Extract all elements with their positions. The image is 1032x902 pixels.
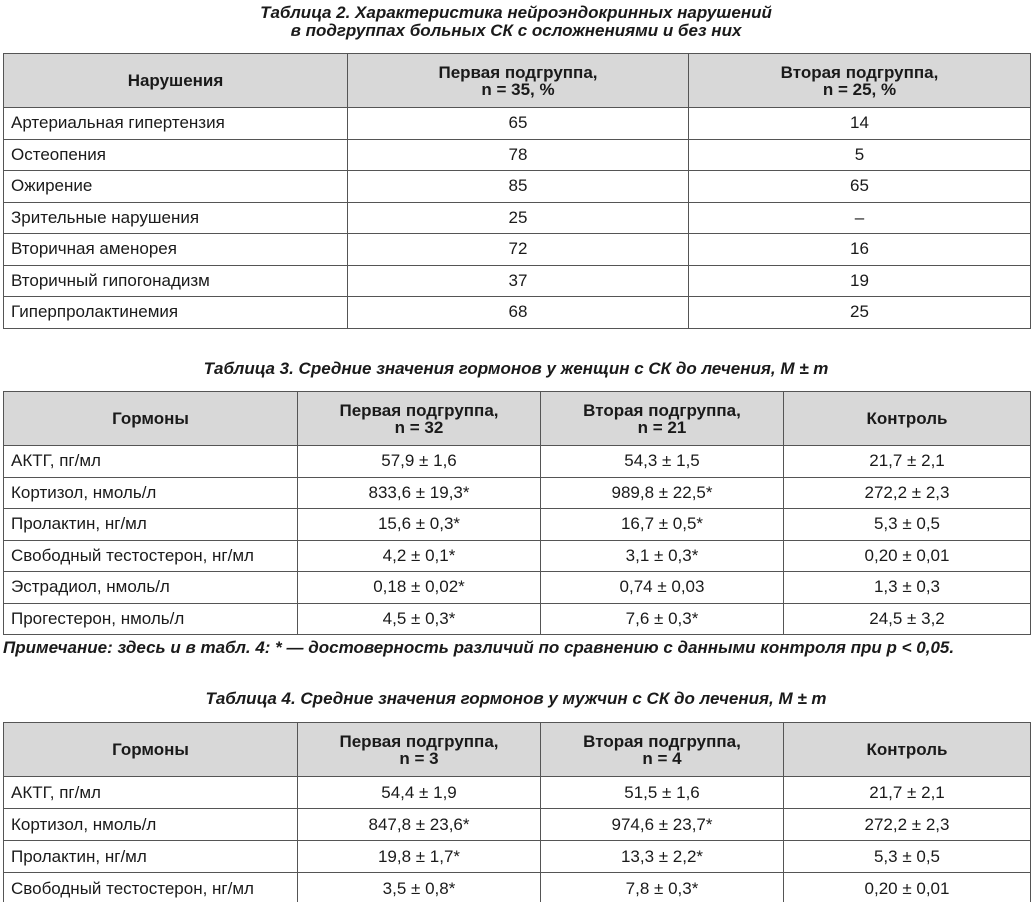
table2-row-label: Зрительные нарушения [4,202,348,234]
table3-header-group1-line2: n = 32 [394,417,444,437]
table4-header-group2-line1: Вторая подгруппа, [583,731,741,751]
table3-header-hormones: Гормоны [4,392,298,446]
table2-cell-value: 78 [348,139,689,171]
table2-header-group1-line1: Первая подгруппа, [438,62,598,82]
table2-cell-value: 65 [348,108,689,140]
table2-cell-value: 25 [689,297,1031,329]
table4-cell-value: 0,20 ± 0,01 [784,873,1031,902]
table2-cell-value: 37 [348,265,689,297]
table2-header-group2-line1: Вторая подгруппа, [780,62,939,82]
table2-cell-value: 65 [689,171,1031,203]
table2-header-disorders: Нарушения [4,54,348,108]
table4-cell-value: 21,7 ± 2,1 [784,777,1031,809]
table2-row [4,265,1031,297]
table3-row [4,603,1031,635]
table3-cell-value: 15,6 ± 0,3* [298,509,541,541]
table4-caption: Таблица 4. Средние значения гормонов у мужчин с СК до лечения, M ± m [205,689,827,708]
table2-row-label: Вторичный гипогонадизм [4,265,348,297]
table2-row [4,171,1031,203]
table4-header-control: Контроль [784,723,1031,777]
table4-header-hormones: Гормоны [4,723,298,777]
table4-header-group2 [541,723,784,777]
table3-row [4,572,1031,604]
table3-cell-value: 0,18 ± 0,02* [298,572,541,604]
table4-header-row [4,723,1031,777]
table3-caption: Таблица 3. Средние значения гормонов у женщин с СК до лечения, M ± m [203,359,829,378]
table2-caption [0,4,1032,40]
table3-header-group1-line1: Первая подгруппа, [339,400,499,420]
table2-row [4,297,1031,329]
table3-cell-value: 5,3 ± 0,5 [784,509,1031,541]
table3-row [4,540,1031,572]
table4-cell-value: 7,8 ± 0,3* [541,873,784,902]
table-note: Примечание: здесь и в табл. 4: * — достоверность различий по сравнению с данными контроля при p < 0,05. [3,638,955,657]
table3-cell-value: 0,20 ± 0,01 [784,540,1031,572]
table4-cell-value: 3,5 ± 0,8* [298,873,541,902]
table2-row [4,139,1031,171]
table3-row-label: Эстрадиол, нмоль/л [4,572,298,604]
table2-cell-value: 85 [348,171,689,203]
table2-cell-value: 72 [348,234,689,266]
table3-cell-value: 989,8 ± 22,5* [541,477,784,509]
table2-row-label: Гиперпролактинемия [4,297,348,329]
table3-header-group2 [541,392,784,446]
table2-cell-value: 14 [689,108,1031,140]
table4-cell-value: 847,8 ± 23,6* [298,809,541,841]
table2-row [4,234,1031,266]
table4 [3,722,1031,902]
table3-row-label: Пролактин, нг/мл [4,509,298,541]
table4-row [4,841,1031,873]
table3-row [4,477,1031,509]
table3-header-row [4,392,1031,446]
table4-row [4,873,1031,902]
table2 [3,53,1031,329]
table2-cell-value: 68 [348,297,689,329]
table2-header-group2-line2: n = 25, % [822,79,897,99]
table2-header-group1-line2: n = 35, % [481,79,555,99]
table4-cell-value: 51,5 ± 1,6 [541,777,784,809]
table3-row [4,446,1031,478]
table3-row-label: АКТГ, пг/мл [4,446,298,478]
table3-cell-value: 7,6 ± 0,3* [541,603,784,635]
table2-row-label: Вторичная аменорея [4,234,348,266]
table2-row [4,202,1031,234]
table3-row [4,509,1031,541]
table3-header-group2-line1: Вторая подгруппа, [583,400,741,420]
table2-cell-value: – [689,202,1031,234]
table4-row-label: Пролактин, нг/мл [4,841,298,873]
table4-cell-value: 13,3 ± 2,2* [541,841,784,873]
table3-cell-value: 4,5 ± 0,3* [298,603,541,635]
table3-cell-value: 4,2 ± 0,1* [298,540,541,572]
table3-cell-value: 1,3 ± 0,3 [784,572,1031,604]
table4-row-label: АКТГ, пг/мл [4,777,298,809]
table3-cell-value: 57,9 ± 1,6 [298,446,541,478]
table2-row-label: Ожирение [4,171,348,203]
table2-cell-value: 16 [689,234,1031,266]
table4-cell-value: 974,6 ± 23,7* [541,809,784,841]
table4-row-label: Кортизол, нмоль/л [4,809,298,841]
table4-header-group1-line1: Первая подгруппа, [339,731,499,751]
table2-cell-value: 19 [689,265,1031,297]
table3-cell-value: 21,7 ± 2,1 [784,446,1031,478]
table4-header-group2-line2: n = 4 [642,748,682,768]
table3-header-group1 [298,392,541,446]
table3-cell-value: 833,6 ± 19,3* [298,477,541,509]
table2-caption-line1: Таблица 2. Характеристика нейроэндокринных нарушений [260,3,772,22]
table4-header-group1 [298,723,541,777]
table3-cell-value: 24,5 ± 3,2 [784,603,1031,635]
table3-row-label: Кортизол, нмоль/л [4,477,298,509]
table2-cell-value: 5 [689,139,1031,171]
table2-row-label: Остеопения [4,139,348,171]
table3-cell-value: 54,3 ± 1,5 [541,446,784,478]
table4-cell-value: 19,8 ± 1,7* [298,841,541,873]
table3 [3,391,1031,635]
table4-row [4,809,1031,841]
table3-cell-value: 272,2 ± 2,3 [784,477,1031,509]
table4-cell-value: 5,3 ± 0,5 [784,841,1031,873]
table4-row-label: Свободный тестостерон, нг/мл [4,873,298,902]
table4-row [4,777,1031,809]
table2-row-label: Артериальная гипертензия [4,108,348,140]
table3-header-control: Контроль [784,392,1031,446]
table4-cell-value: 54,4 ± 1,9 [298,777,541,809]
table3-row-label: Свободный тестостерон, нг/мл [4,540,298,572]
table2-row [4,108,1031,140]
table4-header-group1-line2: n = 3 [399,748,439,768]
table2-header-group1 [348,54,689,108]
table2-cell-value: 25 [348,202,689,234]
table2-caption-line2: в подгруппах больных СК с осложнениями и без них [290,21,742,40]
table4-cell-value: 272,2 ± 2,3 [784,809,1031,841]
table3-header-group2-line2: n = 21 [637,417,687,437]
table3-cell-value: 0,74 ± 0,03 [541,572,784,604]
table2-header-row [4,54,1031,108]
table2-header-group2 [689,54,1031,108]
table3-cell-value: 16,7 ± 0,5* [541,509,784,541]
table3-cell-value: 3,1 ± 0,3* [541,540,784,572]
table3-row-label: Прогестерон, нмоль/л [4,603,298,635]
